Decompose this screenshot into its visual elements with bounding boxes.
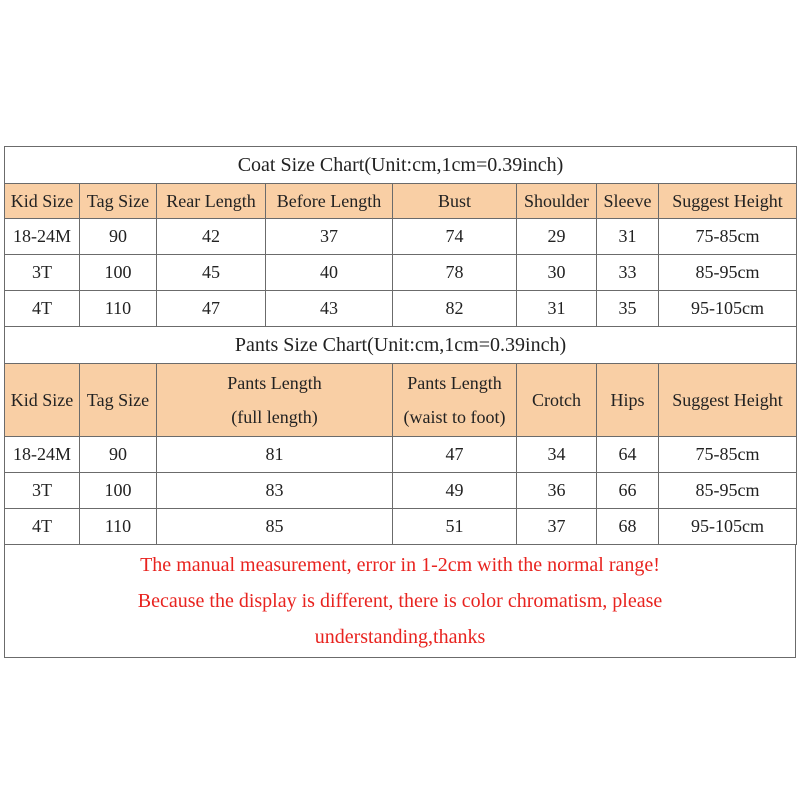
measurement-notes	[4, 545, 796, 658]
coat-header-cell: Suggest Height	[659, 184, 797, 219]
table-cell: 100	[80, 473, 157, 509]
table-cell: 3T	[5, 255, 80, 291]
coat-header-cell: Kid Size	[5, 184, 80, 219]
pants-header-cell: Crotch	[517, 364, 597, 437]
table-cell: 85-95cm	[659, 255, 797, 291]
coat-table-row	[5, 291, 797, 327]
table-cell: 75-85cm	[659, 437, 797, 473]
table-cell: 30	[517, 255, 597, 291]
note-line: The manual measurement, error in 1-2cm with the normal range!	[140, 554, 660, 576]
table-cell: 66	[597, 473, 659, 509]
table-cell: 90	[80, 219, 157, 255]
table-cell: 85	[157, 509, 393, 545]
coat-header-cell: Sleeve	[597, 184, 659, 219]
table-cell: 85-95cm	[659, 473, 797, 509]
coat-table-row	[5, 255, 797, 291]
pants-header-cell: Tag Size	[80, 364, 157, 437]
pants-header-line: (full length)	[231, 407, 318, 427]
table-cell: 49	[393, 473, 517, 509]
table-cell: 42	[157, 219, 266, 255]
table-cell: 35	[597, 291, 659, 327]
table-cell: 18-24M	[5, 437, 80, 473]
table-cell: 18-24M	[5, 219, 80, 255]
coat-chart-title: Coat Size Chart(Unit:cm,1cm=0.39inch)	[5, 147, 797, 184]
table-cell: 37	[266, 219, 393, 255]
table-cell: 37	[517, 509, 597, 545]
pants-header-cell: Kid Size	[5, 364, 80, 437]
table-cell: 83	[157, 473, 393, 509]
coat-header-cell: Rear Length	[157, 184, 266, 219]
pants-header-cell-full-length	[157, 364, 393, 437]
table-cell: 68	[597, 509, 659, 545]
pants-table-row	[5, 509, 797, 545]
coat-header-cell: Tag Size	[80, 184, 157, 219]
coat-header-row	[5, 184, 797, 219]
size-chart-table	[4, 146, 797, 545]
table-cell: 3T	[5, 473, 80, 509]
pants-header-cell: Suggest Height	[659, 364, 797, 437]
table-cell: 110	[80, 291, 157, 327]
table-cell: 47	[393, 437, 517, 473]
table-cell: 78	[393, 255, 517, 291]
table-cell: 29	[517, 219, 597, 255]
table-cell: 43	[266, 291, 393, 327]
table-cell: 75-85cm	[659, 219, 797, 255]
note-line: understanding,thanks	[314, 626, 486, 648]
pants-header-line: Pants Length	[227, 373, 322, 393]
table-cell: 31	[517, 291, 597, 327]
table-cell: 95-105cm	[659, 291, 797, 327]
pants-chart-title: Pants Size Chart(Unit:cm,1cm=0.39inch)	[5, 327, 797, 364]
table-cell: 90	[80, 437, 157, 473]
table-cell: 82	[393, 291, 517, 327]
table-cell: 100	[80, 255, 157, 291]
table-cell: 45	[157, 255, 266, 291]
pants-header-row	[5, 364, 797, 437]
pants-header-line: Pants Length	[407, 373, 502, 393]
table-cell: 51	[393, 509, 517, 545]
pants-header-line: (waist to foot)	[403, 407, 506, 427]
table-cell: 74	[393, 219, 517, 255]
note-line: Because the display is different, there is color chromatism, please	[137, 590, 663, 612]
table-cell: 64	[597, 437, 659, 473]
coat-header-cell: Before Length	[266, 184, 393, 219]
pants-header-cell-waist-to-foot	[393, 364, 517, 437]
pants-table-row	[5, 473, 797, 509]
table-cell: 36	[517, 473, 597, 509]
coat-header-cell: Bust	[393, 184, 517, 219]
coat-table-row	[5, 219, 797, 255]
coat-header-cell: Shoulder	[517, 184, 597, 219]
table-cell: 4T	[5, 509, 80, 545]
table-cell: 47	[157, 291, 266, 327]
table-cell: 95-105cm	[659, 509, 797, 545]
table-cell: 33	[597, 255, 659, 291]
pants-table-row	[5, 437, 797, 473]
size-chart-sheet	[4, 146, 796, 658]
table-cell: 34	[517, 437, 597, 473]
pants-header-cell: Hips	[597, 364, 659, 437]
table-cell: 31	[597, 219, 659, 255]
table-cell: 81	[157, 437, 393, 473]
table-cell: 110	[80, 509, 157, 545]
table-cell: 4T	[5, 291, 80, 327]
table-cell: 40	[266, 255, 393, 291]
